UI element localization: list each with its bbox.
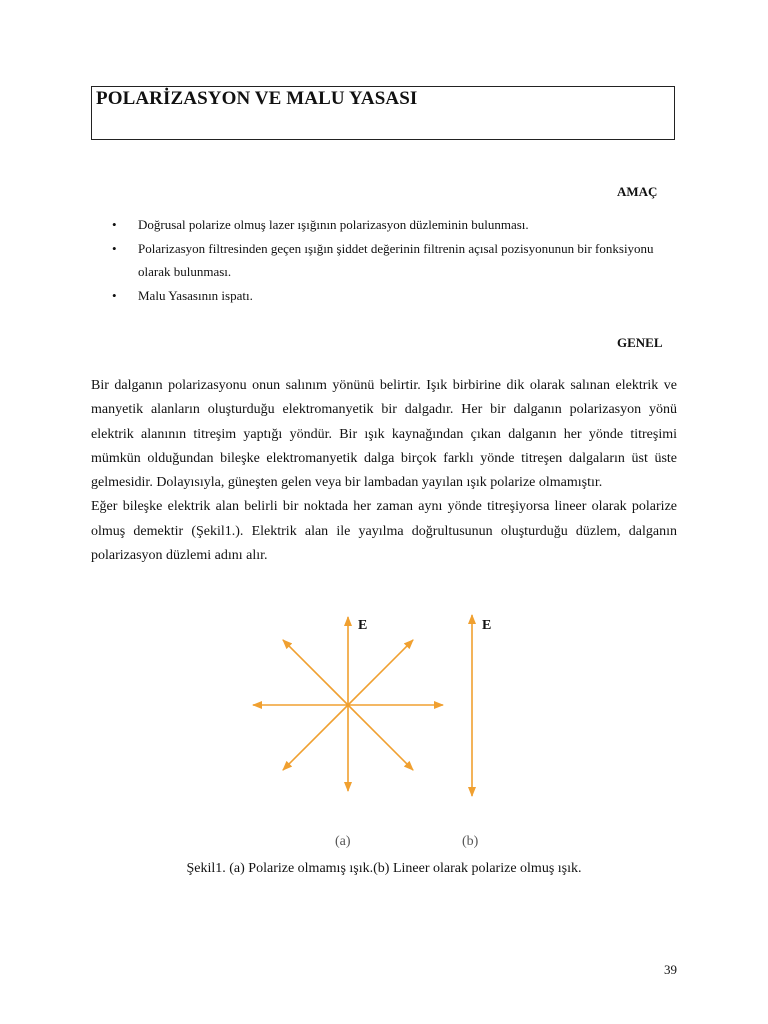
list-item: • Polarizasyon filtresinden geçen ışığın şiddet değerinin filtrenin açısal pozisyonunun bir fonksiyonu olarak bulunması. [112, 237, 672, 284]
field-label-b: E [482, 618, 492, 633]
field-label-a: E [358, 618, 368, 633]
page-number: 39 [664, 962, 677, 977]
field-vector-arrow-5 [348, 640, 413, 705]
figure-caption: Şekil1. (a) Polarize olmamış ışık.(b) Lineer olarak polarize olmuş ışık. [186, 861, 582, 876]
paragraph: Bir dalganın polarizasyonu onun salınım yönünü belirtir. Işık birbirine dik olarak salınan elektrik ve manyetik alanların oluşturduğu elektromanyetik bir dalgadır. Her bir dalganın polarizasyon yönü elektrik alanının titreşim yaptığı yöndür. Bir ışık kaynağından çıkan dalganın her yönde titreşimi mümkün olduğundan bileşke elektromanyetik dalga birçok farklı yönde titreşen dalgaların üst üste gelmesidir. Dolayısıyla, güneşten gelen veya bir lambadan yayılan ışık polarize olmamıştır. [91, 378, 677, 491]
amac-list [112, 213, 672, 307]
field-vector-arrow-7 [348, 705, 413, 770]
genel-heading: GENEL [617, 335, 663, 350]
field-vector-arrow-6 [283, 705, 348, 770]
polarization-diagram [240, 612, 540, 852]
genel-body [91, 374, 677, 568]
sublabel-b: (b) [462, 834, 479, 849]
figure-polarization [240, 612, 540, 852]
page-title: POLARİZASYON VE MALU YASASI [96, 88, 418, 109]
unpolarized-arrows [253, 617, 443, 791]
field-vector-arrow-4 [283, 640, 348, 705]
list-item: • Doğrusal polarize olmuş lazer ışığının polarizasyon düzleminin bulunması. [112, 213, 672, 237]
amac-heading: AMAÇ [617, 184, 658, 199]
paragraph: Eğer bileşke elektrik alan belirli bir noktada her zaman aynı yönde titreşiyorsa lineer olarak polarize olmuş demektir (Şekil1.). Elektrik alan ile yayılma doğrultusunun oluşturduğu düzlem, dalganın polarizasyon düzlemi adını alır. [91, 499, 677, 564]
title-box [91, 86, 675, 140]
sublabel-a: (a) [335, 834, 351, 849]
list-item: • Malu Yasasının ispatı. [112, 284, 672, 308]
